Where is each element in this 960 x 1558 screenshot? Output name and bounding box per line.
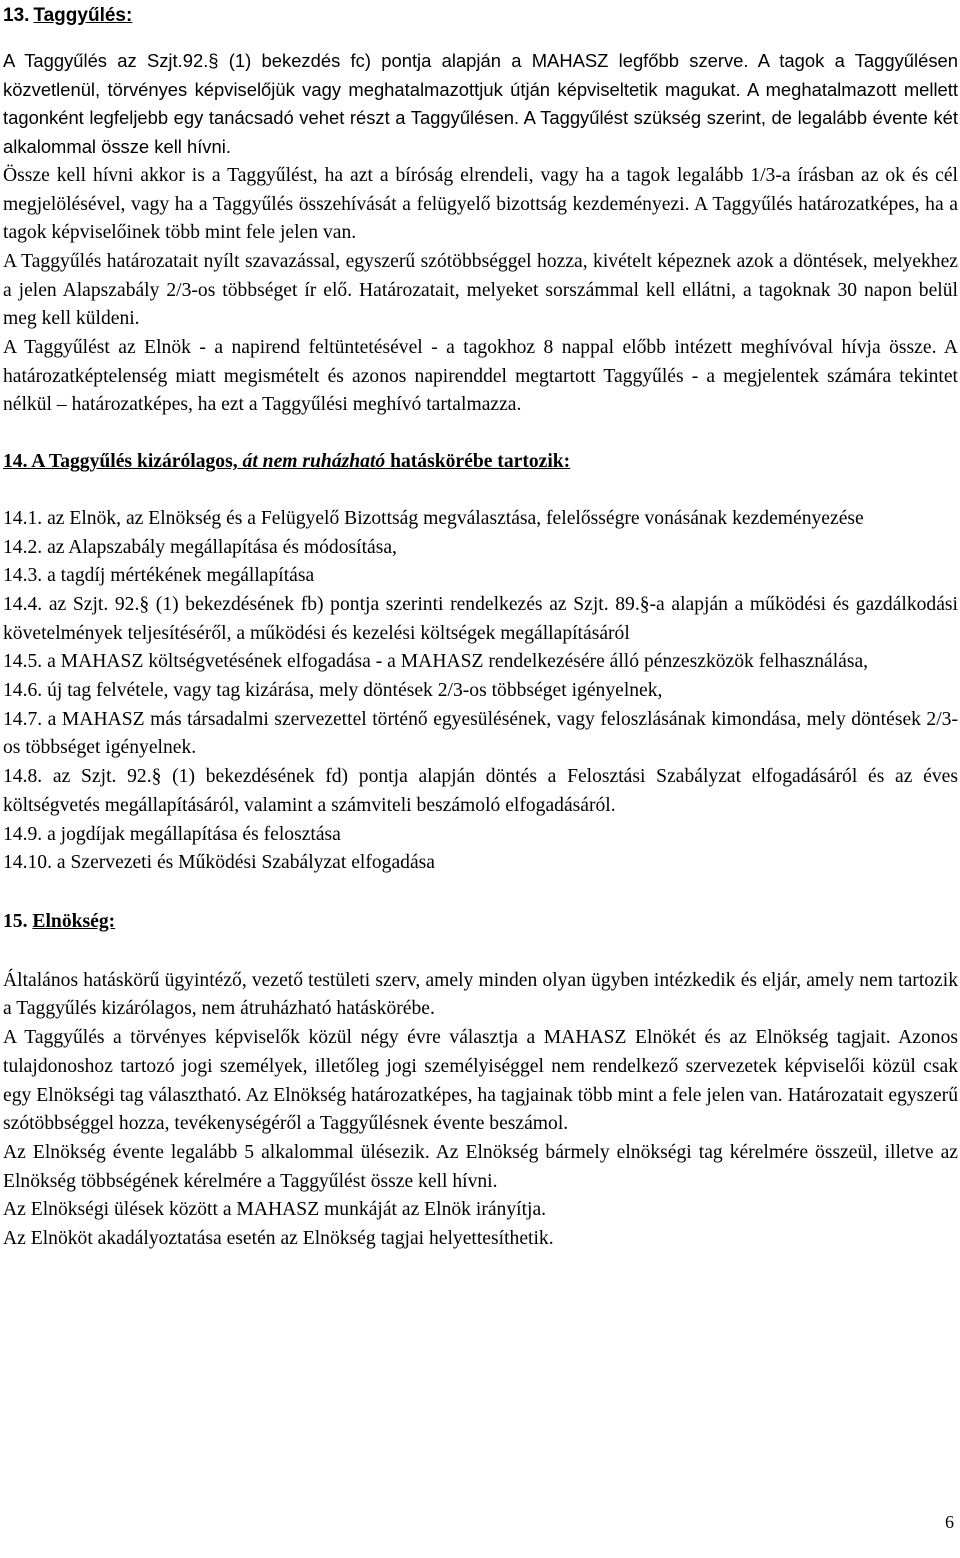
section-13-heading bbox=[3, 0, 958, 32]
section-15-paragraph-2: A Taggyűlés a törvényes képviselők közül négy évre választja a MAHASZ Elnökét és az Elnökség tagjait. Azonos tulajdonoshoz tartozó jogi személyek, illetőleg jogi személyiséggel nem rendelkező szervezetek képviselői közül csak egy Elnökségi tag választható. Az Elnökség határozatképes, ha tagjainak több mint a fele jelen van. Határozatait egyszerű szótöbbséggel hozza, tevékenységéről a Taggyűlésnek évente beszámol. bbox=[3, 1027, 958, 1135]
section-15-number: 15. bbox=[3, 910, 28, 932]
page-number: 6 bbox=[945, 1512, 954, 1532]
section-15-title: Elnökség: bbox=[32, 910, 116, 932]
section-13-paragraph-1: A Taggyűlés az Szjt.92.§ (1) bekezdés fc) pontja alapján a MAHASZ legfőbb szerve. A tagok a Taggyűlésen közvetlenül, törvényes képviselőjük vagy meghatalmazottjuk útján képviseltetik magukat. A meghatalmazott mellett tagonként legfeljebb egy tanácsadó vehet részt a Taggyűlésen. A Taggyűlést szükség szerint, de legalább évente két alkalommal össze kell hívni. bbox=[3, 50, 958, 158]
section-14-heading-part-1: 14. A Taggyűlés kizárólagos, bbox=[3, 451, 243, 473]
list-item: 14.3. a tagdíj mértékének megállapítása bbox=[3, 565, 315, 587]
list-item: 14.5. a MAHASZ költségvetésének elfogadása - a MAHASZ rendelkezésére álló pénzeszközök felhasználása, bbox=[3, 651, 869, 673]
section-15-paragraph-5: Az Elnököt akadályoztatása esetén az Elnökség tagjai helyettesíthetik. bbox=[3, 1228, 554, 1250]
section-13-number: 13. bbox=[3, 5, 30, 26]
section-15-paragraph-1: Általános hatáskörű ügyintéző, vezető testületi szerv, amely minden olyan ügyben intézkedik és eljár, amely nem tartozik a Taggyűlés kizárólagos, nem átruházható hatáskörébe. bbox=[3, 969, 958, 1020]
list-item: 14.10. a Szervezeti és Működési Szabályzat elfogadása bbox=[3, 852, 435, 874]
section-13-title: Taggyűlés: bbox=[33, 5, 133, 26]
document-page bbox=[3, 0, 958, 1254]
section-15-heading bbox=[3, 908, 958, 937]
list-item: 14.7. a MAHASZ más társadalmi szervezettel történő egyesülésének, vagy feloszlásának kimondása, mely döntések 2/3-os többséget igényelnek. bbox=[3, 708, 958, 759]
list-item: 14.9. a jogdíjak megállapítása és felosztása bbox=[3, 823, 341, 845]
list-item: 14.1. az Elnök, az Elnökség és a Felügyelő Bizottság megválasztása, felelősségre vonásának kezdeményezése bbox=[3, 507, 864, 529]
list-item: 14.6. új tag felvétele, vagy tag kizárása, mely döntések 2/3-os többséget igényelnek, bbox=[3, 680, 663, 702]
section-15-paragraph-4: Az Elnökségi ülések között a MAHASZ munkáját az Elnök irányítja. bbox=[3, 1199, 547, 1221]
list-item: 14.4. az Szjt. 92.§ (1) bekezdésének fb) pontja szerinti rendelkezés az Szjt. 89.§-a alapján a működési és gazdálkodási követelmények teljesítéséről, a működési és kezelési költségek megállapításáról bbox=[3, 593, 958, 644]
section-14-heading bbox=[3, 448, 958, 477]
section-14-heading-part-2: hatáskörébe tartozik: bbox=[385, 451, 571, 473]
section-14-heading-italic: át nem ruházható bbox=[242, 451, 386, 473]
section-13-paragraph-3: A Taggyűlés határozatait nyílt szavazással, egyszerű szótöbbséggel hozza, kivételt képeznek azok a döntések, melyekhez a jelen Alapszabály 2/3-os többséget ír elő. Határozatait, melyeket sorszámmal kell ellátni, a tagoknak 30 napon belül meg kell küldeni. bbox=[3, 250, 958, 330]
section-13-paragraph-4: A Taggyűlést az Elnök - a napirend feltüntetésével - a tagokhoz 8 nappal előbb intézett meghívóval hívja össze. A határozatképtelenség miatt megismételt és azonos napirenddel megtartott Taggyűlés - a megjelentek számára tekintet nélkül – határozatképes, ha ezt a Taggyűlési meghívó tartalmazza. bbox=[3, 337, 958, 416]
list-item: 14.8. az Szjt. 92.§ (1) bekezdésének fd) pontja alapján döntés a Felosztási Szabályzat elfogadásáról és az éves költségvetés megállapításáról, valamint a számviteli beszámoló elfogadásáról. bbox=[3, 766, 958, 816]
list-item: 14.2. az Alapszabály megállapítása és módosítása, bbox=[3, 536, 397, 558]
section-13-paragraph-2: Össze kell hívni akkor is a Taggyűlést, ha azt a bíróság elrendeli, vagy ha a tagok legalább 1/3-a írásban az ok és cél megjelölésével, vagy ha a Taggyűlés összehívását a felügyelő bizottság kezdeményezi. A Taggyűlés határozatképes, ha a tagok képviselőinek több mint fele jelen van. bbox=[3, 164, 958, 244]
section-14-list bbox=[3, 505, 958, 878]
section-13-intro bbox=[3, 47, 958, 162]
section-15-paragraph-3: Az Elnökség évente legalább 5 alkalommal ülésezik. Az Elnökség bármely elnökségi tag kérelmére összeül, illetve az Elnökség többségének kérelmére a Taggyűlést össze kell hívni. bbox=[3, 1141, 958, 1192]
